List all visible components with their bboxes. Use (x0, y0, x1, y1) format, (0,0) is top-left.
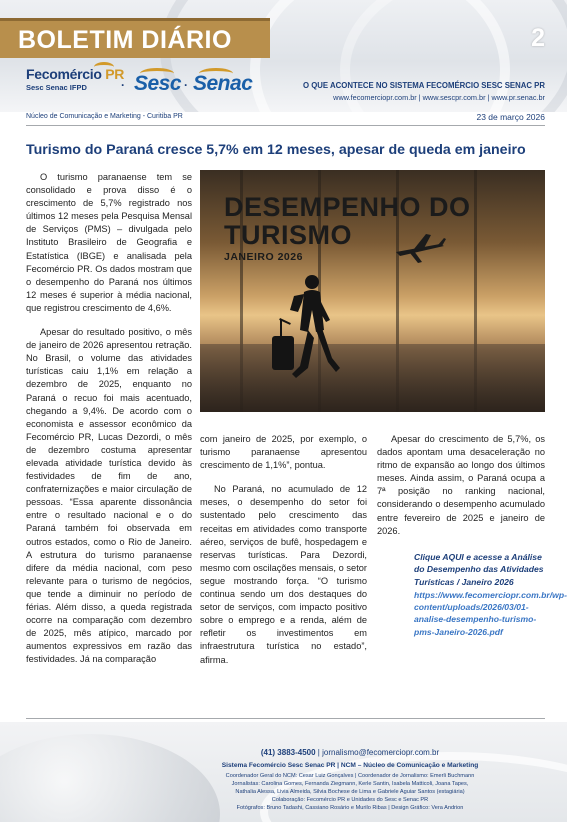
airplane-icon (396, 234, 446, 263)
senac-logo: Senac (193, 72, 253, 95)
article-paragraph: Apesar do crescimento de 5,7%, os dados apontam uma desaceleração no ritmo de expansão ao longo dos últimos meses. Ainda assim, o Paraná ocupa a 7ª posição no ranking nacional, considerando o desempenho acumulado entre fevereiro de 2025 e janeiro de 2026. (377, 434, 545, 536)
fecomercio-logo (26, 66, 124, 92)
footer-credits-journalists: Jornalistas: Carolina Gomes, Fernanda Ziegmann, Kerle Santin, Isabela Matticoli, Joana Tapes, (231, 781, 469, 787)
footer-phone: (41) 3883-4500 (260, 748, 316, 757)
footer-credits-collaboration: Colaboração: Fecomércio PR e Unidades do Sesc e Senac PR (271, 797, 429, 803)
hero-title-line1: DESEMPENHO DO (224, 192, 471, 222)
footer-credits-photo-design: Fotógrafos: Bruno Tadashi, Cassiano Rosário e Murilo Ribas | Design Gráfico: Vera Andrion (236, 805, 464, 811)
fecomercio-logo-text: Fecomércio (26, 66, 102, 82)
article-paragraph: Apesar do resultado positivo, o mês de janeiro de 2026 apresentou retração. No Brasil, o volume das atividades turísticas caiu 1,1% em relação a dezembro de 2025, enquanto no Paraná o recuo foi mais acentuado, chegando a 9,4%. De acordo com o economista e assessor econômico da Fecomércio PR, Lucas Dezordi, o mês de dezembro costuma apresentar elevada atividade turística devido às festividades de fim de ano, confraternizações e maior circulação de pessoas. “Essa aparente dissonância entre o resultado nacional e o do Paraná também foi observada em outros estados, como o Rio de Janeiro. A estrutura do turismo paranaense difere da média nacional, com peso relevante para o turismo de negócios, que tende a diminuir no período de férias. Além disso, a queda registrada ocorre na comparação com dezembro de 2025, mês atípico, marcado por aumentos expressivos em razão das festividades. Já na comparação (26, 327, 192, 665)
newsletter-title-band (0, 18, 270, 58)
header-subbar (26, 113, 545, 120)
report-pdf-link[interactable]: https://www.fecomerciopr.com.br/wp-content/uploads/2026/03/01-analise-desempenho-turismo-pms-Janeiro-2026.pdf (414, 589, 567, 637)
footer-organization: Sistema Fecomércio Sesc Senac PR | NCM – Núcleo de Comunicação e Marketing (221, 762, 479, 769)
brand-logos (26, 66, 286, 102)
cta-text: Clique AQUI e acesse a Análise do Desempenho das Atividades Turísticas / Janeiro 2026 (414, 552, 544, 587)
logo-separator: · (121, 78, 125, 92)
footer-divider (26, 718, 545, 719)
issue-date: 23 de março 2026 (476, 112, 545, 122)
footer-credits-coordination: Coordenador Geral do NCM: Cesar Luiz Gonçalves | Coordenador de Jornalismo: Emerli Buchmann (225, 773, 475, 779)
article-column-3 (377, 433, 545, 549)
header-tagline: O QUE ACONTECE NO SISTEMA FECOMÉRCIO SESC SENAC PR (302, 81, 545, 90)
header-divider (26, 125, 545, 126)
article-headline: Turismo do Paraná cresce 5,7% em 12 meses, apesar de queda em janeiro (26, 142, 526, 158)
article-paragraph: No Paraná, no acumulado de 12 meses, o desempenho do setor foi sustentado pelo crescimento das receitas em atividades como transporte aéreo, serviços de bufê, hospedagem e reservas turísticas. Para Dezordi, mesmo com oscilações mensais, o setor segue mostrando força. “O turismo continua sendo um dos destaques do setor de serviços, com impacto positivo sobre o emprego e a renda, além de refletir os investimentos em infraestrutura turística no estado”, afirma. (200, 484, 367, 665)
page-number: 2 (531, 24, 545, 52)
article-paragraph: com janeiro de 2025, por exemplo, o turismo paranaense apresentou crescimento de 1,1%”, pontua. (200, 434, 367, 471)
report-call-to-action (414, 551, 567, 638)
department-label: Núcleo de Comunicação e Marketing - Curitiba PR (26, 113, 183, 120)
sesc-logo: Sesc (134, 72, 182, 95)
hero-title-line2: TURISMO (224, 220, 352, 250)
logo-separator: · (184, 78, 188, 92)
newsletter-title: BOLETIM DIÁRIO (18, 26, 232, 54)
footer-email[interactable]: jornalismo@fecomerciopr.com.br (322, 748, 440, 757)
footer-credits-journalists-cont: Nathalia Alessa, Livia Almeida, Silvia Bochese de Lima e Gabriele Aguiar Santos (estagiária) (235, 789, 465, 795)
hero-image (200, 170, 545, 412)
header-urls[interactable]: www.fecomerciopr.com.br | www.sescpr.com.br | www.pr.senac.br (333, 93, 545, 102)
article-column-2 (200, 433, 367, 678)
fecomercio-logo-subtext: Sesc Senac IFPD (26, 83, 87, 92)
fecomercio-logo-pr: PR (105, 66, 125, 82)
footer-contact: (41) 3883-4500 | jornalismo@fecomerciopr.com.br (260, 748, 440, 757)
hero-subtitle: JANEIRO 2026 (224, 251, 303, 263)
article-column-1 (26, 171, 192, 677)
article-paragraph: O turismo paranaense tem se consolidado e prova disso é o crescimento de 5,7% registrado nos últimos 12 meses pela Pesquisa Mensal de Serviços (PMS) – divulgada pelo Instituto Brasileiro de Geografia e Estatística (IBGE) e analisada pela Fecomércio PR. Os dados mostram que o desempenho do Paraná nos últimos 12 meses é superior à média nacional, que registrou crescimento de 4,6%. (26, 172, 192, 313)
